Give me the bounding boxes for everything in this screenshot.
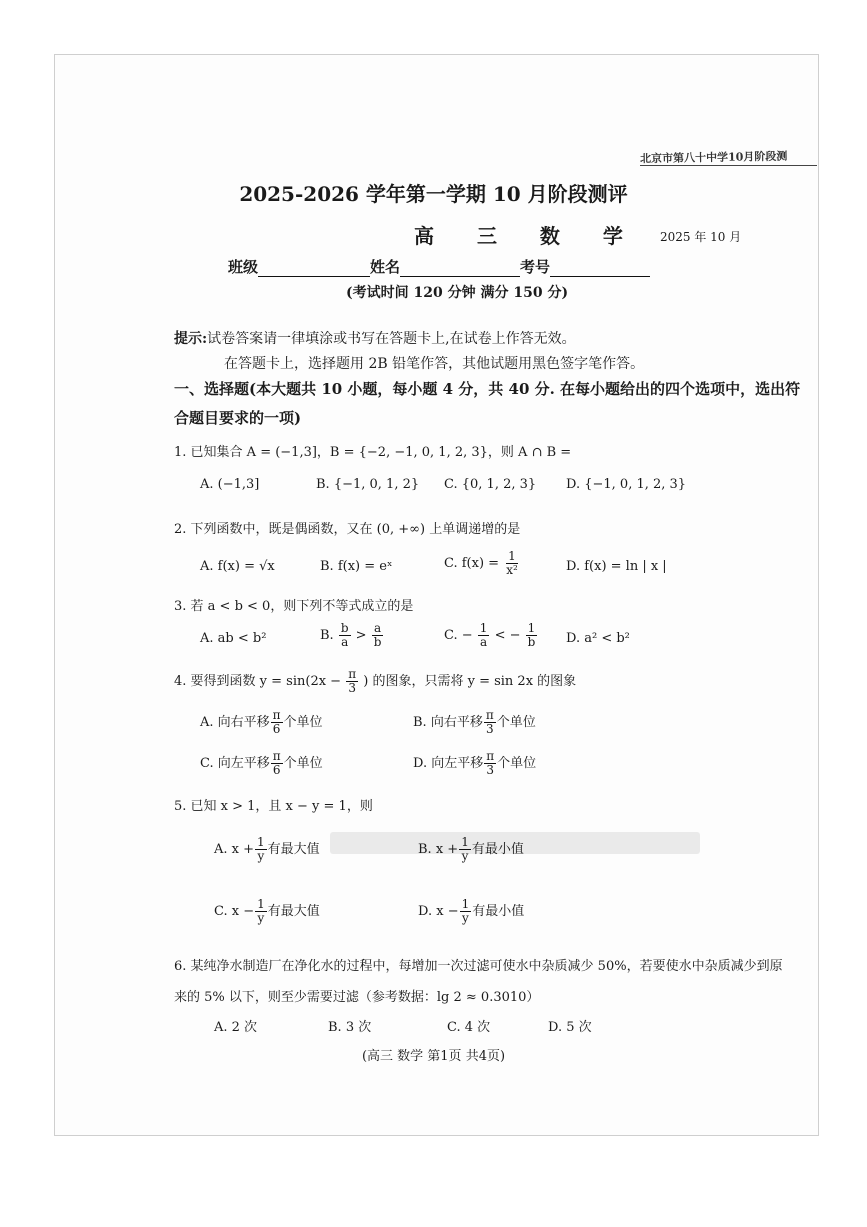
frac-den: a [480,635,488,649]
frac-den: y [257,849,265,863]
q3-c-frac-2 [526,622,538,649]
q4-b-pre: B. 向右平移 [413,715,483,730]
school-header: 北京市第八十中学10月阶段测 [639,149,788,166]
frac-den: b [373,635,382,649]
q5-d-post: 有最小值 [472,904,525,919]
frac-num: π [485,708,494,722]
frac-num: π [486,749,495,763]
q3-b-prefix: B. [320,628,334,643]
q2-option-a[interactable]: A. f(x) = √x [200,559,275,574]
frac-den: b [527,635,536,649]
subject-title: 高 三 数 学 [414,224,641,248]
frac-num: 1 [479,621,488,635]
q4-c-post: 个单位 [283,756,323,771]
q4-c-pre: C. 向左平移 [200,756,270,771]
q5-c-post: 有最大值 [267,904,320,919]
q4-option-c[interactable] [200,750,323,777]
q4-stem-pre: 4. 要得到函数 y = sin(2x − [174,674,342,689]
q3-option-b[interactable] [320,622,384,649]
frac-num: a [373,621,382,635]
q5-a-frac [255,836,267,863]
q3-option-d[interactable]: D. a² < b² [566,631,630,646]
q4-c-frac [271,750,283,777]
q5-c-pre: C. x − [214,904,255,919]
q4-stem-post: ) 的图象，只需将 y = sin 2x 的图象 [363,674,577,689]
q5-b-post: 有最小值 [471,842,524,857]
q1-option-a[interactable]: A. (−1,3] [200,477,260,492]
q2-c-prefix: C. f(x) = [444,556,500,571]
frac-den: y [461,849,469,863]
frac-num: 1 [508,549,516,563]
frac-den: 6 [272,722,281,736]
q5-option-d[interactable] [418,898,524,925]
q4-b-frac [484,709,496,736]
q3-option-a[interactable]: A. ab < b² [200,631,267,646]
frac-num: π [272,708,281,722]
q3-c-prefix: C. − [444,628,473,643]
q5-a-pre: A. x + [214,842,255,857]
exam-title: 2025-2026 学年第一学期 10 月阶段测评 [239,182,628,206]
q6-option-c[interactable]: C. 4 次 [447,1020,491,1035]
q1-option-b[interactable]: B. {−1, 0, 1, 2} [316,477,420,492]
frac-den: y [257,911,265,925]
q3-b-op: > [355,628,367,643]
q6-option-d[interactable]: D. 5 次 [548,1020,592,1035]
tip-label: 提示: [174,331,208,347]
id-field[interactable] [550,260,650,277]
frac-den: x² [506,563,518,577]
frac-num: 1 [461,897,470,911]
q5-a-post: 有最大值 [267,842,320,857]
q4-option-a[interactable] [200,709,323,736]
frac-num: 1 [527,621,536,635]
q3-option-c[interactable] [444,622,538,649]
q4-option-b[interactable] [413,709,536,736]
question-4-stem [174,668,576,695]
frac-den: 3 [485,722,494,736]
q3-c-op: < − [494,628,521,643]
q6-option-a[interactable]: A. 2 次 [214,1020,258,1035]
q5-d-pre: D. x − [418,904,459,919]
q1-option-c[interactable]: C. {0, 1, 2, 3} [444,477,537,492]
name-field[interactable] [400,260,520,277]
q2-option-c[interactable] [444,550,521,577]
student-info-row [228,256,650,277]
name-label: 姓名 [370,258,401,276]
q4-stem-frac [346,668,358,695]
frac-den: 6 [272,763,281,777]
tip-line-2: 在答题卡上，选择题用 2B 铅笔作答，其他试题用黑色签字笔作答。 [224,356,645,372]
q5-c-frac [255,898,267,925]
frac-den: a [341,635,349,649]
question-1-stem: 1. 已知集合 A = (−1,3]，B = {−2, −1, 0, 1, 2, 3}，则 A ∩ B = [174,445,572,460]
exam-time: (考试时间 120 分钟 满分 150 分) [346,285,569,301]
q4-option-d[interactable] [413,750,536,777]
q2-c-fraction [504,550,520,577]
q4-a-frac [271,709,283,736]
q1-option-d[interactable]: D. {−1, 0, 1, 2, 3} [566,477,687,492]
q4-d-frac [484,750,496,777]
tip-text-1: 试卷答案请一律填涂或书写在答题卡上,在试卷上作答无效。 [207,331,576,347]
q4-a-pre: A. 向右平移 [200,715,270,730]
q6-option-b[interactable]: B. 3 次 [328,1020,372,1035]
q4-d-post: 个单位 [497,756,537,771]
frac-num: b [340,621,349,635]
frac-num: 1 [257,897,265,911]
q2-option-b[interactable]: B. f(x) = eˣ [320,559,393,574]
frac-den: 3 [348,681,356,695]
section-heading: 一、选择题(本大题共 10 小题，每小题 4 分，共 40 分. 在每小题给出的四个选项中，选出符 [174,380,801,398]
q4-d-pre: D. 向左平移 [413,756,484,771]
q5-d-frac [460,898,472,925]
tip-line-1 [174,328,576,348]
q5-option-c[interactable] [214,898,320,925]
q5-b-pre: B. x + [418,842,459,857]
q3-b-frac-1 [339,622,351,649]
frac-num: 1 [257,835,265,849]
q4-a-post: 个单位 [283,715,323,730]
frac-num: π [348,667,357,681]
q5-option-a[interactable] [214,836,320,863]
page-footer: (高三 数学 第1页 共4页) [361,1049,506,1064]
class-label: 班级 [228,258,259,276]
exam-date: 2025 年 10 月 [660,230,742,244]
q3-b-frac-2 [372,622,384,649]
q5-b-frac [459,836,471,863]
class-field[interactable] [258,260,370,277]
question-5-stem: 5. 已知 x > 1，且 x − y = 1，则 [174,799,373,814]
question-6-stem-1: 6. 某纯净水制造厂在净化水的过程中，每增加一次过滤可使水中杂质减少 50%，若要使水中杂质减少到原 [174,959,783,974]
id-label: 考号 [520,258,551,276]
frac-num: π [272,749,281,763]
frac-den: y [462,911,469,925]
q4-b-post: 个单位 [496,715,536,730]
question-6-stem-2: 来的 5% 以下，则至少需要过滤（参考数据：lg 2 ≈ 0.3010） [174,990,540,1005]
question-2-stem: 2. 下列函数中，既是偶函数，又在 (0, +∞) 上单调递增的是 [174,522,521,537]
question-3-stem: 3. 若 a < b < 0，则下列不等式成立的是 [174,599,414,614]
header-rule [640,165,817,166]
q3-c-frac-1 [478,622,490,649]
section-heading-cont: 合题目要求的一项) [174,409,302,427]
frac-num: 1 [461,835,469,849]
q5-option-b[interactable] [418,836,524,863]
frac-den: 3 [486,763,494,777]
q2-option-d[interactable]: D. f(x) = ln | x | [566,559,667,574]
